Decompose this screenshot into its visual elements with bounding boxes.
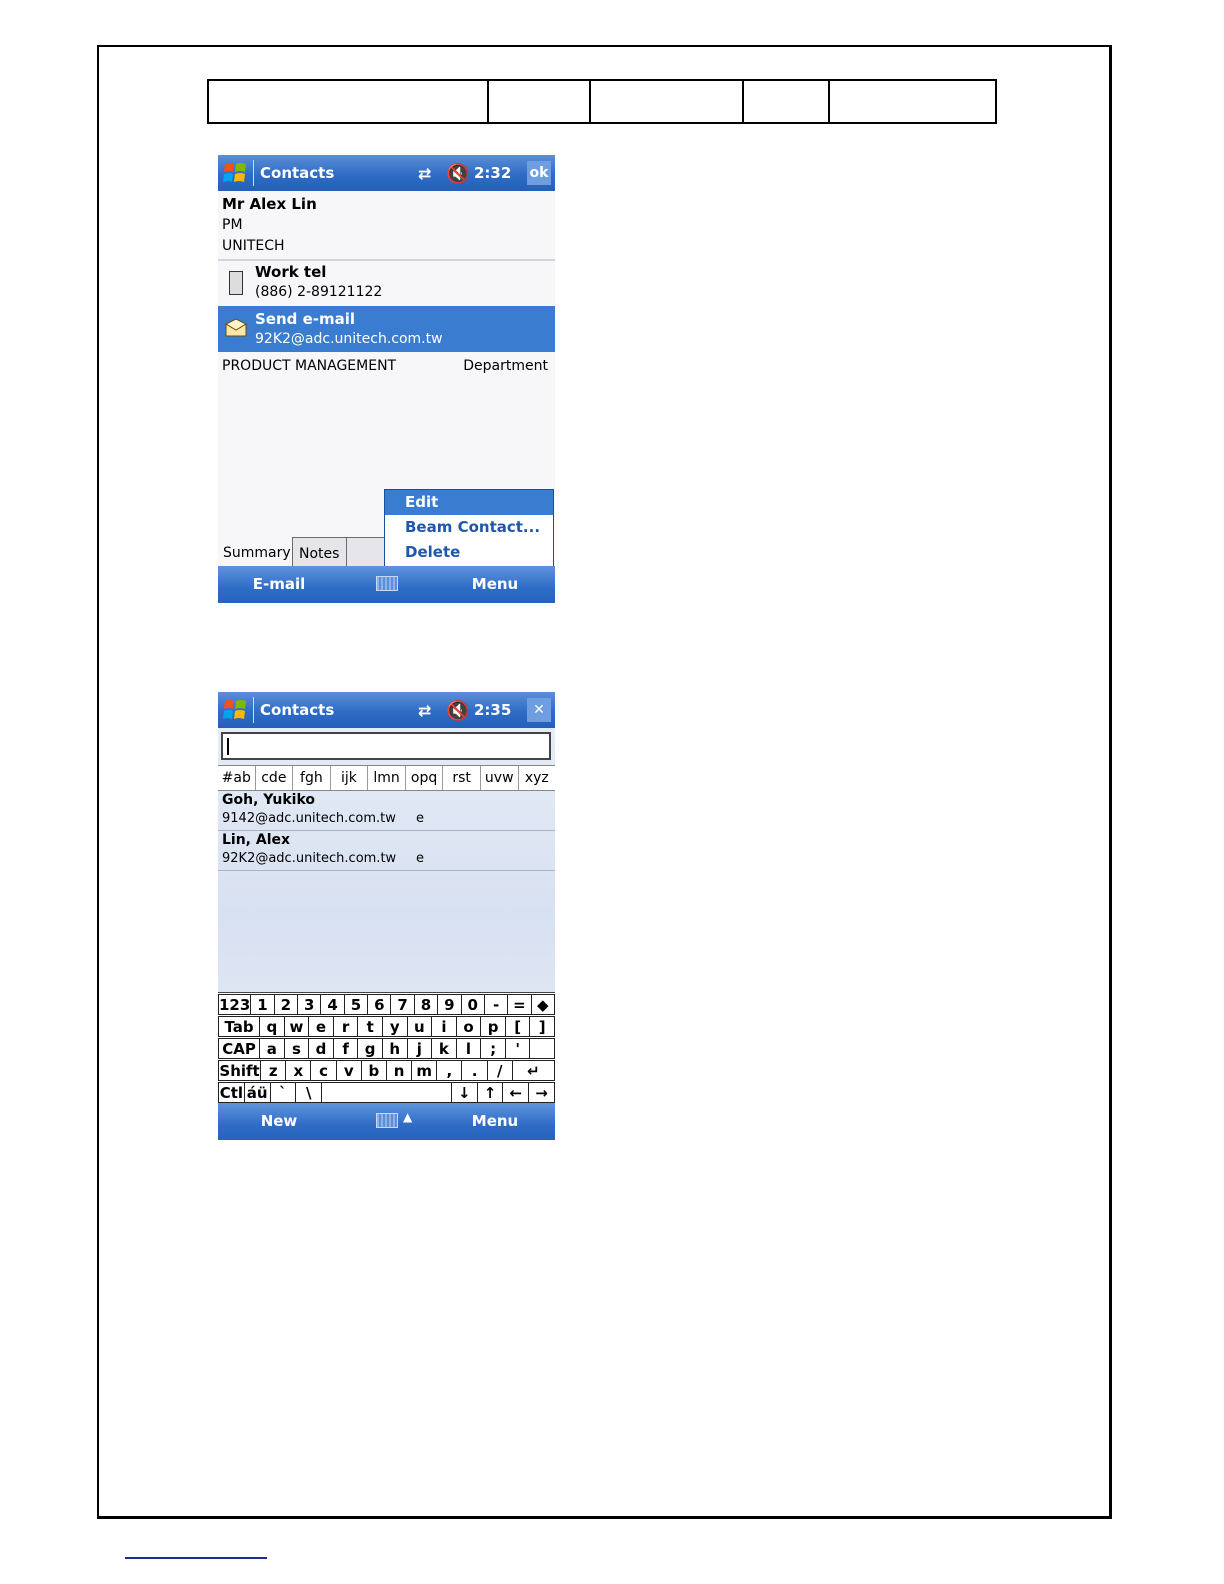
key[interactable]: ; (481, 1038, 506, 1059)
key[interactable]: [ (506, 1016, 531, 1037)
envelope-icon (225, 319, 247, 337)
key[interactable]: i (432, 1016, 457, 1037)
header-cell (590, 80, 743, 123)
app-title: Contacts (260, 701, 335, 719)
clock[interactable]: 2:35 (474, 701, 512, 719)
text-caret (227, 738, 229, 755)
shift-key[interactable]: Shift (219, 1062, 260, 1080)
email-softkey[interactable]: E-mail (252, 575, 306, 593)
soft-key-bar (218, 1103, 555, 1140)
soft-key-bar (218, 566, 555, 603)
key[interactable]: d (309, 1038, 334, 1059)
contact-type-flag: e (416, 811, 424, 826)
index-tab[interactable]: fgh (293, 766, 331, 790)
key[interactable]: u (408, 1016, 433, 1037)
up-arrow-key[interactable]: ↑ (478, 1082, 504, 1103)
key[interactable]: z (261, 1060, 286, 1081)
contact-list-item[interactable] (218, 830, 555, 871)
header-cell (743, 80, 829, 123)
space-key[interactable] (322, 1082, 452, 1103)
tab-notes[interactable]: Notes (292, 537, 347, 567)
key[interactable]: ` (271, 1082, 297, 1103)
key[interactable]: 5 (345, 994, 368, 1015)
email-address: 92K2@adc.unitech.com.tw (255, 331, 443, 347)
sync-icon[interactable]: ⇄ (418, 701, 432, 720)
key[interactable]: q (260, 1016, 285, 1037)
key[interactable]: 3 (298, 994, 321, 1015)
key[interactable]: o (457, 1016, 482, 1037)
key[interactable]: f (334, 1038, 359, 1059)
send-email-row[interactable] (218, 306, 555, 352)
accent-key[interactable]: áü (245, 1082, 271, 1103)
menu-item-edit[interactable]: Edit (385, 490, 553, 515)
key-blank (530, 1038, 555, 1059)
key[interactable]: 1 (251, 994, 274, 1015)
department-value: PRODUCT MANAGEMENT (222, 358, 397, 374)
key[interactable]: e (309, 1016, 334, 1037)
contact-type-flag: e (416, 851, 424, 866)
soft-keyboard (218, 992, 555, 1105)
key[interactable]: 8 (415, 994, 438, 1015)
key[interactable]: t (358, 1016, 383, 1037)
clock[interactable]: 2:32 (474, 164, 512, 182)
key[interactable]: v (337, 1060, 362, 1081)
down-arrow-key[interactable]: ↓ (452, 1082, 478, 1103)
key[interactable]: 2 (275, 994, 298, 1015)
key[interactable]: 9 (438, 994, 461, 1015)
menu-item-delete[interactable]: Delete (405, 543, 461, 561)
contact-list-item[interactable] (218, 790, 555, 831)
index-tab[interactable]: uvw (481, 766, 519, 790)
work-tel-value[interactable]: (886) 2-89121122 (255, 284, 383, 300)
key[interactable]: - (485, 994, 508, 1015)
ok-button[interactable]: ok (527, 161, 551, 185)
contact-name: Goh, Yukiko (222, 792, 316, 808)
volume-muted-icon[interactable]: 🔇 (446, 163, 470, 185)
volume-muted-icon[interactable]: 🔇 (446, 700, 470, 722)
popup-menu (384, 489, 554, 569)
menu-item-beam-contact[interactable]: Beam Contact... (405, 518, 541, 536)
key[interactable]: ] (530, 1016, 555, 1037)
key[interactable]: j (408, 1038, 433, 1059)
chevron-up-icon[interactable]: ▲ (403, 1110, 413, 1124)
index-tab[interactable]: xyz (524, 770, 549, 786)
key[interactable]: c (311, 1060, 336, 1081)
key[interactable]: / (488, 1060, 513, 1081)
header-cell (208, 80, 488, 123)
keyboard-icon[interactable] (376, 1113, 398, 1128)
app-title: Contacts (260, 164, 335, 182)
key[interactable]: g (358, 1038, 383, 1059)
alphabet-index (218, 765, 555, 791)
contact-email: 92K2@adc.unitech.com.tw (222, 851, 397, 866)
keyboard-row (218, 1081, 555, 1103)
key[interactable]: ' (506, 1038, 531, 1059)
contact-email: 9142@adc.unitech.com.tw (222, 811, 396, 826)
index-tab[interactable]: opq (406, 766, 444, 790)
key[interactable]: 6 (368, 994, 391, 1015)
left-arrow-key[interactable]: ← (503, 1082, 529, 1103)
ctrl-key[interactable]: Ctl (219, 1084, 244, 1102)
title-bar (218, 155, 555, 191)
key[interactable]: r (334, 1016, 359, 1037)
search-input[interactable] (221, 732, 551, 760)
key[interactable]: 4 (321, 994, 344, 1015)
department-label: Department (463, 358, 548, 374)
title-bar (218, 692, 555, 728)
key[interactable]: \ (296, 1082, 322, 1103)
index-tab[interactable]: cde (256, 766, 294, 790)
index-tab[interactable]: lmn (368, 766, 406, 790)
keyboard-row (218, 1037, 555, 1059)
key[interactable]: k (432, 1038, 457, 1059)
contact-job-title: PM (222, 217, 243, 233)
index-tab[interactable]: #ab (218, 766, 256, 790)
key[interactable]: 7 (391, 994, 414, 1015)
key[interactable]: s (285, 1038, 310, 1059)
key[interactable]: 0 (462, 994, 485, 1015)
key[interactable]: y (383, 1016, 408, 1037)
close-button[interactable]: ✕ (527, 698, 551, 722)
key[interactable]: w (285, 1016, 310, 1037)
footer-rule (125, 1557, 267, 1559)
key[interactable]: p (481, 1016, 506, 1037)
work-tel-label[interactable]: Work tel (255, 263, 327, 281)
key[interactable]: x (286, 1060, 311, 1081)
keyboard-icon[interactable] (376, 576, 398, 591)
backspace-key[interactable]: ◆ (532, 994, 555, 1015)
key[interactable]: n (387, 1060, 412, 1081)
header-table (207, 79, 997, 124)
key[interactable]: . (462, 1060, 487, 1081)
send-email-label: Send e-mail (255, 310, 356, 328)
contact-name: Mr Alex Lin (222, 195, 317, 213)
tab-blank (347, 537, 385, 567)
index-tab[interactable]: rst (443, 766, 481, 790)
keyboard-row (218, 1015, 555, 1037)
caps-key[interactable]: CAP (218, 1038, 260, 1059)
menu-softkey[interactable]: Menu (471, 1112, 519, 1130)
divider (218, 259, 555, 261)
key[interactable]: m (412, 1060, 437, 1081)
key[interactable]: = (508, 994, 531, 1015)
keyboard-row (218, 1059, 555, 1081)
keyboard-row (218, 993, 555, 1015)
title-separator (253, 697, 254, 723)
phone-icon (229, 271, 243, 295)
menu-softkey[interactable]: Menu (471, 575, 519, 593)
start-menu-icon[interactable] (222, 698, 248, 722)
header-cell (829, 80, 996, 123)
right-arrow-key[interactable]: → (529, 1082, 555, 1103)
sync-icon[interactable]: ⇄ (418, 164, 432, 183)
enter-key[interactable]: ↵ (513, 1060, 555, 1081)
contact-company: UNITECH (222, 238, 285, 254)
key[interactable]: a (260, 1038, 285, 1059)
key[interactable]: h (383, 1038, 408, 1059)
contact-detail-screen (218, 155, 555, 603)
start-menu-icon[interactable] (222, 161, 248, 185)
index-tab[interactable]: ijk (331, 766, 369, 790)
contact-list-screen (218, 692, 555, 1140)
tab-summary[interactable]: Summary (218, 537, 292, 567)
key[interactable]: 123 (219, 996, 251, 1014)
contact-name: Lin, Alex (222, 832, 291, 848)
key[interactable]: , (437, 1060, 462, 1081)
header-cell (488, 80, 590, 123)
tab-key[interactable]: Tab (218, 1016, 260, 1037)
key[interactable]: b (362, 1060, 387, 1081)
title-separator (253, 160, 254, 186)
new-softkey[interactable]: New (260, 1112, 298, 1130)
key[interactable]: l (457, 1038, 482, 1059)
